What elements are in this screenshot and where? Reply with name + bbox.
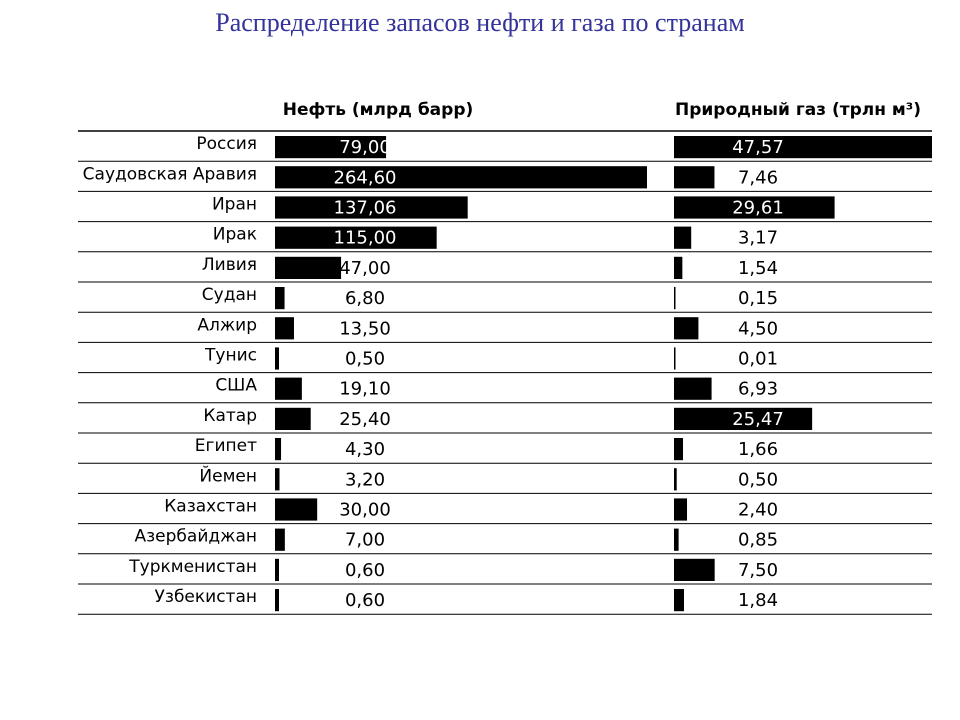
oil-value-label: 0,60	[344, 559, 386, 581]
country-label: Тунис	[205, 345, 257, 366]
country-label: Йемен	[199, 466, 257, 487]
gas-value-label: 4,50	[737, 318, 779, 340]
oil-bar	[275, 347, 279, 369]
gas-value-label: 0,01	[737, 348, 779, 370]
gas-value-label: 7,46	[737, 167, 779, 189]
oil-bar	[275, 559, 279, 581]
oil-value-label: 25,40	[339, 408, 391, 430]
gas-value-label: 6,93	[737, 378, 779, 400]
oil-value-label: 0,60	[344, 590, 386, 612]
oil-value-label: 115,00	[333, 227, 397, 249]
gas-bar	[674, 559, 715, 581]
oil-value-label: 3,20	[344, 469, 386, 491]
oil-value-label: 0,50	[344, 348, 386, 370]
country-label: Узбекистан	[154, 587, 257, 608]
gas-bar	[674, 257, 682, 279]
country-label: Египет	[194, 436, 257, 457]
gas-bar	[674, 166, 714, 188]
oil-bar	[275, 498, 317, 520]
oil-bar	[275, 529, 285, 551]
oil-bar	[275, 589, 279, 611]
gas-value-label: 25,47	[732, 408, 784, 430]
gas-value-label: 1,84	[737, 590, 779, 612]
gas-bar	[674, 498, 687, 520]
oil-value-label: 13,50	[339, 318, 391, 340]
oil-value-label: 137,06	[333, 197, 397, 219]
oil-bar	[275, 378, 302, 400]
country-label: Алжир	[197, 315, 257, 336]
country-label: Россия	[196, 134, 257, 155]
country-label: Саудовская Аравия	[82, 164, 257, 185]
country-label: Катар	[203, 405, 257, 426]
gas-value-label: 1,66	[737, 439, 779, 461]
country-label: Казахстан	[164, 496, 257, 517]
gas-header: Природный газ (трлн м³)	[674, 100, 922, 120]
oil-value-label: 264,60	[333, 167, 397, 189]
gas-bar	[674, 347, 676, 369]
gas-bar	[674, 317, 698, 339]
gas-value-label: 0,85	[737, 529, 779, 551]
gas-bar	[674, 589, 684, 611]
oil-bar	[275, 408, 311, 430]
oil-value-label: 7,00	[344, 529, 386, 551]
oil-bar	[275, 317, 294, 339]
gas-value-label: 0,15	[737, 288, 779, 310]
oil-value-label: 79,00	[339, 137, 391, 159]
gas-value-label: 1,54	[737, 257, 779, 279]
country-label: Ирак	[212, 224, 257, 245]
oil-bar	[275, 438, 281, 460]
country-label: США	[215, 375, 257, 396]
oil-header: Нефть (млрд барр)	[282, 100, 474, 120]
gas-value-label: 7,50	[737, 559, 779, 581]
gas-bar	[674, 529, 679, 551]
oil-value-label: 6,80	[344, 288, 386, 310]
gas-value-label: 47,57	[732, 137, 784, 159]
slide-title: Распределение запасов нефти и газа по странам	[215, 8, 745, 37]
oil-value-label: 4,30	[344, 439, 386, 461]
oil-value-label: 19,10	[339, 378, 391, 400]
gas-value-label: 2,40	[737, 499, 779, 521]
gas-bar	[674, 136, 932, 158]
gas-bar	[674, 378, 712, 400]
gas-bar	[674, 287, 676, 309]
country-label: Иран	[211, 194, 257, 215]
gas-bar	[674, 227, 691, 249]
gas-bar	[674, 468, 677, 490]
country-label: Азербайджан	[134, 526, 257, 547]
oil-bar	[275, 166, 647, 188]
country-label: Судан	[201, 285, 257, 306]
gas-bar	[674, 438, 683, 460]
gas-value-label: 0,50	[737, 469, 779, 491]
oil-value-label: 30,00	[339, 499, 391, 521]
gas-value-label: 3,17	[737, 227, 779, 249]
gas-value-label: 29,61	[732, 197, 784, 219]
country-label: Туркменистан	[129, 556, 257, 577]
oil-bar	[275, 468, 279, 490]
oil-bar	[275, 257, 341, 279]
oil-bar	[275, 287, 285, 309]
oil-value-label: 47,00	[339, 257, 391, 279]
country-label: Ливия	[201, 254, 257, 275]
